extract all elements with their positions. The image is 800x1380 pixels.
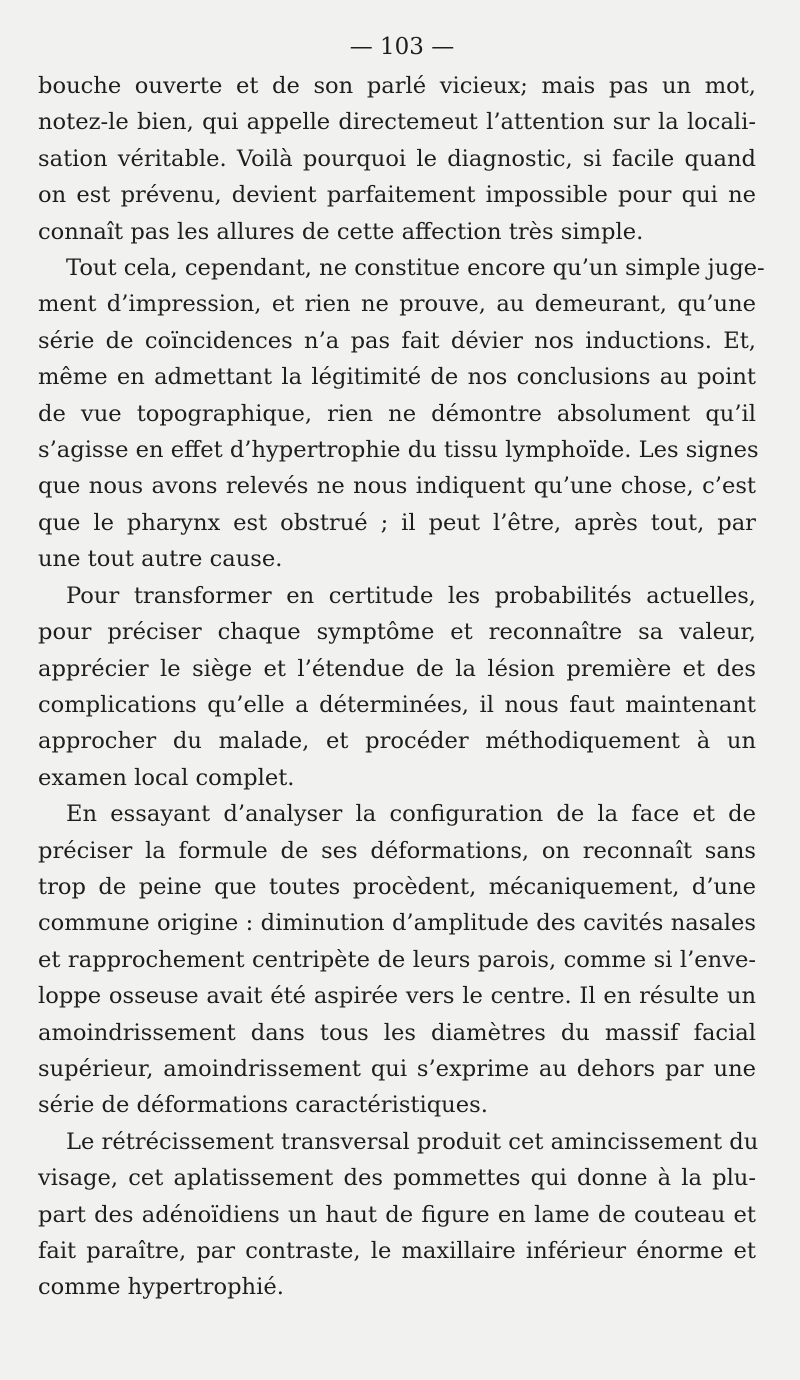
text-line: série de déformations caractéristiques. [38, 1092, 488, 1119]
text-line: amoindrissement dans tous les diamètres du massif facial [38, 1019, 756, 1046]
text-line: même en admettant la légitimité de nos conclusions au point [38, 364, 756, 391]
text-line: série de coïncidences n’a pas fait dévier nos inductions. Et, [38, 327, 756, 354]
text-line: pour préciser chaque symptôme et reconnaître sa valeur, [38, 619, 756, 646]
text-line: supérieur, amoindrissement qui s’exprime au dehors par une [38, 1055, 756, 1082]
text-line: Tout cela, cependant, ne constitue encore qu’un simple juge- [66, 255, 765, 282]
text-line: préciser la formule de ses déformations, on reconnaît sans [38, 837, 756, 864]
page-number: — 103 — [349, 34, 455, 60]
text-line: et rapprochement centripète de leurs parois, comme si l’enve- [38, 946, 756, 973]
text-line: visage, cet aplatissement des pommettes qui donne à la plu- [38, 1165, 756, 1192]
text-line: comme hypertrophié. [38, 1274, 284, 1301]
text-line: s’agisse en effet d’hypertrophie du tissu lymphoïde. Les signes [38, 437, 759, 464]
text-line: Le rétrécissement transversal produit cet amincissement du [66, 1128, 759, 1155]
text-line: que le pharynx est obstrué ; il peut l’être, après tout, par [38, 509, 756, 536]
text-line: Pour transformer en certitude les probabilités actuelles, [66, 582, 756, 609]
text-line: on est prévenu, devient parfaitement impossible pour qui ne [38, 182, 756, 209]
text-line: bouche ouverte et de son parlé vicieux; mais pas un mot, [38, 73, 756, 99]
text-line: examen local complet. [38, 764, 295, 791]
paragraph [38, 578, 756, 796]
paragraph [38, 250, 765, 578]
text-body [38, 68, 765, 1306]
paragraph [38, 796, 756, 1124]
text-line: ment d’impression, et rien ne prouve, au demeurant, qu’une [38, 291, 756, 318]
paragraph [38, 68, 756, 250]
text-line: une tout autre cause. [38, 546, 283, 573]
text-line: que nous avons relevés ne nous indiquent qu’une chose, c’est [38, 473, 756, 500]
paragraph [38, 1124, 759, 1306]
text-line: part des adénoïdiens un haut de figure en lame de couteau et [38, 1201, 756, 1228]
text-line: loppe osseuse avait été aspirée vers le centre. Il en résulte un [38, 983, 756, 1010]
text-line: trop de peine que toutes procèdent, mécaniquement, d’une [38, 873, 756, 900]
text-line: connaît pas les allures de cette affection très simple. [38, 218, 644, 245]
text-line: complications qu’elle a déterminées, il nous faut maintenant [38, 691, 756, 718]
text-line: apprécier le siège et l’étendue de la lésion première et des [38, 655, 756, 682]
text-line: notez-le bien, qui appelle directemeut l’attention sur la locali- [38, 109, 756, 136]
text-line: fait paraître, par contraste, le maxillaire inférieur énorme et [38, 1238, 756, 1264]
text-line: En essayant d’analyser la configuration de la face et de [66, 801, 756, 828]
text-line: approcher du malade, et procéder méthodiquement à un [38, 728, 756, 755]
text-line: sation véritable. Voilà pourquoi le diagnostic, si facile quand [38, 145, 756, 172]
text-line: de vue topographique, rien ne démontre absolument qu’il [38, 400, 756, 427]
text-line: commune origine : diminution d’amplitude des cavités nasales [38, 910, 756, 937]
